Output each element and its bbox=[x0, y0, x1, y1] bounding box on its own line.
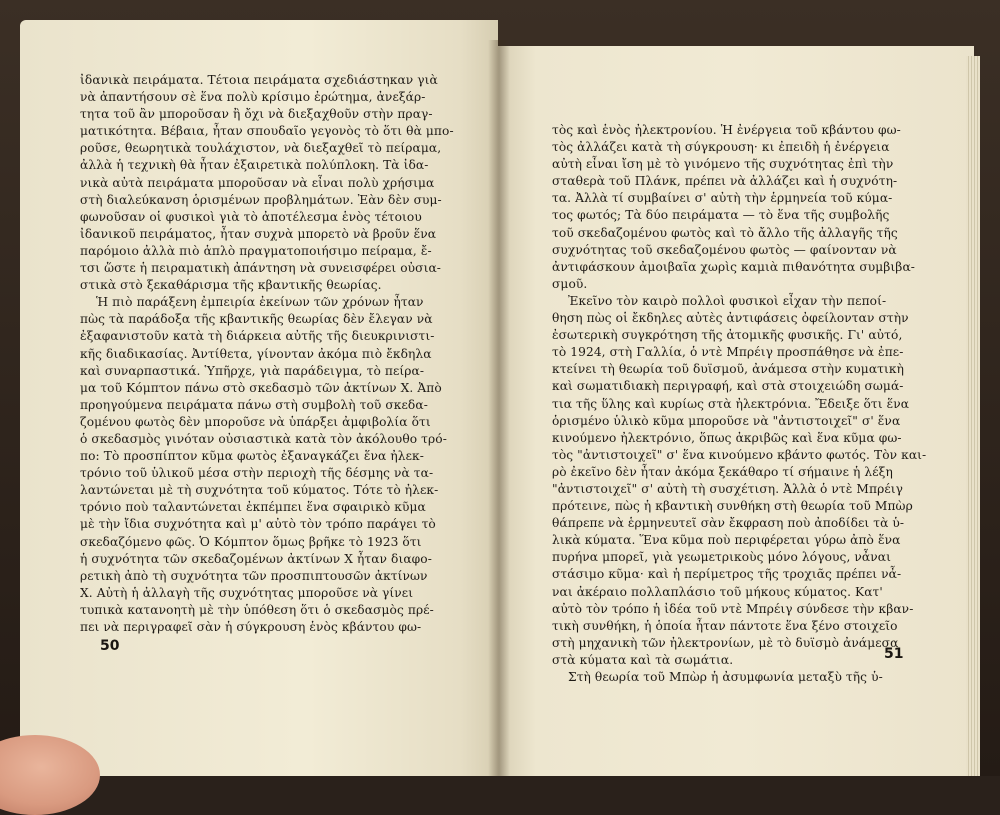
left-page-line: ἐξαφανιστοῦν κατὰ τὴ διάρκεια αὐτῆς τῆς διευκρινιστι- bbox=[80, 329, 435, 344]
left-page bbox=[20, 20, 498, 776]
left-page-line: λαντώνεται μὲ τὴ συχνότητα τοῦ κύματος. Τότε τὸ ἠλεκ- bbox=[80, 483, 439, 498]
right-page-line: τὸς καὶ ἑνὸς ἠλεκτρονίου. Ἡ ἐνέργεια τοῦ κβάντου φω- bbox=[552, 123, 901, 137]
right-page bbox=[498, 46, 974, 776]
left-page-text bbox=[80, 72, 480, 636]
right-page-line: στὰ κύματα καὶ τὰ σωμάτια. bbox=[552, 652, 734, 667]
page-edges bbox=[966, 56, 980, 776]
left-page-line: Ἡ πιὸ παράξενη ἐμπειρία ἐκείνων τῶν χρόνων ἦταν bbox=[96, 295, 424, 310]
right-page-line: "ἀντιστοιχεῖ" σ' αὐτὴ τὴ συσχέτιση. Ἀλλὰ ὁ ντὲ Μπρέιγ bbox=[552, 481, 904, 496]
right-page-line: Στὴ θεωρία τοῦ Μπὼρ ἡ ἀσυμφωνία μεταξὺ τῆς ὑ- bbox=[568, 670, 883, 684]
right-page-line: κινούμενο ἠλεκτρόνιο, ὅπως ἀκριβῶς καὶ ἕνα κῦμα φω- bbox=[552, 430, 902, 445]
right-page-line: τια τῆς ὕλης καὶ κυρίως στὰ ἠλεκτρόνια. Ἔδειξε ὅτι ἕνα bbox=[552, 396, 910, 411]
right-page-line: ἐσωτερικὴ συγκρότηση τῆς ἀτομικῆς φυσικῆς. Γι' αὐτό, bbox=[552, 328, 903, 343]
right-page-line: στάσιμο κῦμα· καὶ ἡ περίμετρος τῆς τροχιᾶς πρέπει νἆ- bbox=[552, 567, 902, 582]
left-page-line: ἰδανικοῦ πειράματος, ἦταν συχνὰ μπορετὸ νὰ βροῦν ἕνα bbox=[80, 226, 437, 241]
right-page-line: πυρήνα μπορεῖ, γιὰ γεωμετρικοὺς μόνο λόγους, νἆναι bbox=[552, 550, 891, 565]
right-page-line: τα. Ἀλλὰ τί συμβαίνει σ' αὐτὴ τὴν ἑρμηνεία τοῦ κύμα- bbox=[552, 191, 893, 206]
right-page-line: κτείνει τὴ θεωρία τοῦ δυϊσμοῦ, ἀνάμεσα στὴν κυματικὴ bbox=[552, 362, 904, 377]
right-page-line: θάπρεπε νὰ ἑρμηνευτεῖ σὰν ἔκφραση ποὺ ἀποδίδει τὰ ὑ- bbox=[552, 516, 905, 531]
left-page-line: φωνοῦσαν οἱ φυσικοὶ γιὰ τὸ ἀποτέλεσμα ἑνὸς τέτοιου bbox=[80, 209, 422, 224]
left-page-line: παρόμοιο ἀλλὰ πιὸ ἁπλὸ πραγματοποιήσιμο πείραμα, ἔ- bbox=[80, 243, 432, 258]
left-page-line: κῆς διαδικασίας. Ἀντίθετα, γίνονταν ἀκόμα πιὸ ἔκδηλα bbox=[80, 346, 432, 361]
left-page-line: τητα τοῦ ἂν μποροῦσαν ἢ ὄχι νὰ διεξαχθοῦν στὴν πραγ- bbox=[80, 107, 433, 122]
left-page-line: μὲ τὴν ἴδια συχνότητα καὶ μ' αὐτὸ τὸν τρόπο παράγει τὸ bbox=[80, 517, 436, 532]
left-page-line: τρόνιο τοῦ ὑλικοῦ μέσα στὴν περιοχὴ τῆς δέσμης νὰ τα- bbox=[80, 466, 434, 481]
left-page-line: ἀλλὰ ἡ τεχνικὴ θὰ ἦταν ἐξαιρετικὰ πολύπλοκη. Τὰ ἰδα- bbox=[80, 158, 429, 173]
left-page-line: νικὰ αὐτὰ πειράματα μποροῦσαν νὰ εἶναι πολὺ χρήσιμα bbox=[80, 175, 435, 190]
left-page-line: ὁ σκεδασμὸς γινόταν οὐσιαστικὰ κατὰ τὸν ἀκόλουθο τρό- bbox=[80, 431, 447, 446]
right-page-line: ρὸ ἐκεῖνο δὲν ἦταν ἀκόμα ξεκάθαρο τί σήμαινε ἡ λέξη bbox=[552, 464, 893, 479]
right-page-line: λικὰ κύματα. Ἕνα κῦμα ποὺ περιφέρεται γύρω ἀπὸ ἕνα bbox=[552, 533, 901, 548]
left-page-line: τρόνιο ποὺ ταλαντώνεται ἐκπέμπει ἕνα σφαιρικὸ κῦμα bbox=[80, 500, 426, 515]
left-page-line: καὶ συναρπαστικά. Ὑπῆρχε, γιὰ παράδειγμα, τὸ πείρα- bbox=[80, 363, 425, 378]
left-page-line: ἡ συχνότητα τῶν σκεδαζομένων ἀκτίνων Χ ἦταν διαφο- bbox=[80, 551, 432, 566]
right-page-line: ναι ἀκέραιο πολλαπλάσιο τοῦ μήκους κύματος. Κατ' bbox=[552, 584, 883, 599]
left-page-line: πει νὰ περιγραφεῖ σὰν ἡ σύγκρουση ἑνὸς κβάντου φω- bbox=[80, 620, 422, 634]
right-page-line: πρότεινε, πὼς ἡ κβαντικὴ συνθήκη στὴ θεωρία τοῦ Μπὼρ bbox=[552, 499, 913, 514]
left-page-number: 50 bbox=[100, 638, 120, 654]
left-page-line: μα τοῦ Κόμπτον πάνω στὸ σκεδασμὸ τῶν ἀκτίνων Χ. Ἀπὸ bbox=[80, 380, 442, 395]
left-page-line: τυπικὰ κατανοητὴ μὲ τὴν ὑπόθεση ὅτι ὁ σκεδασμὸς πρέ- bbox=[80, 602, 434, 617]
right-page-line: τὸς ἀλλάζει κατὰ τὴ σύγκρουση· κι ἐπειδὴ ἡ ἐνέργεια bbox=[552, 140, 890, 155]
right-page-line: τικὴ συνθήκη, ἡ ὁποία ἦταν πάντοτε ἕνα ξένο στοιχεῖο bbox=[552, 618, 898, 633]
left-page-line: τσι ὥστε ἡ πειραματικὴ ἀπάντηση νὰ συνεισφέρει οὐσια- bbox=[80, 261, 441, 276]
right-page-number: 51 bbox=[884, 646, 904, 662]
right-page-line: τοῦ σκεδαζομένου φωτὸς καὶ τὸ ἄλλο τῆς ἀλλαγῆς τῆς bbox=[552, 225, 898, 240]
right-page-line: τος φωτός; Τὰ δύο πειράματα — τὸ ἕνα τῆς συμβολῆς bbox=[552, 208, 890, 223]
right-page-line: σμοῦ. bbox=[552, 276, 588, 291]
left-page-line: στικὰ στὸ ξεκαθάρισμα τῆς κβαντικῆς θεωρίας. bbox=[80, 278, 382, 293]
book-gutter bbox=[488, 40, 510, 776]
right-page-line: ὁρισμένο ὑλικὸ κῦμα μποροῦσε νὰ "ἀντιστοιχεῖ" σ' ἕνα bbox=[552, 413, 901, 428]
right-page-line: συχνότητας τοῦ σκεδαζομένου φωτὸς — φαίνονταν νὰ bbox=[552, 242, 897, 257]
right-page-line: καὶ σωματιδιακὴ περιγραφή, καὶ στὰ στοιχειώδη σωμά- bbox=[552, 379, 904, 394]
right-page-line: ἀντιφάσκουν ἀμοιβαῖα χωρὶς καμιὰ πιθανότητα συμβιβα- bbox=[552, 259, 915, 274]
left-page-line: πο: Τὸ προσπίπτον κῦμα φωτὸς ἐξαναγκάζει ἕνα ἠλεκ- bbox=[80, 449, 424, 464]
left-page-line: στὴ διαλεύκανση ὁρισμένων προβλημάτων. Ἐὰν δὲν συμ- bbox=[80, 192, 442, 207]
left-page-line: σκεδαζόμενο φῶς. Ὁ Κόμπτον ὅμως βρῆκε τὸ 1923 ὅτι bbox=[80, 534, 422, 549]
right-page-line: σταθερὰ τοῦ Πλάνκ, πρέπει νὰ ἀλλάζει καὶ ἡ συχνότη- bbox=[552, 174, 898, 189]
left-page-line: πὼς τὰ παράδοξα τῆς κβαντικῆς θεωρίας δὲν ἔλεγαν νὰ bbox=[80, 312, 433, 327]
left-page-line: ζομένου φωτὸς δὲν μποροῦσε νὰ ὑπάρξει ἀμφιβολία ὅτι bbox=[80, 414, 431, 429]
right-page-line: θηση πὼς οἱ ἔκδηλες αὐτὲς ἀντιφάσεις ὀφείλονταν στὴν bbox=[552, 311, 909, 326]
left-page-line: ρετικὴ ἀπὸ τὴ συχνότητα τῶν προσπιπτουσῶν ἀκτίνων bbox=[80, 568, 428, 583]
right-page-line: Ἐκεῖνο τὸν καιρὸ πολλοὶ φυσικοὶ εἶχαν τὴν πεποί- bbox=[568, 293, 887, 308]
left-page-line: ροῦσε, θεωρητικὰ τουλάχιστον, νὰ διεξαχθεῖ τὸ πείραμα, bbox=[80, 141, 442, 156]
left-page-line: προηγούμενα πειράματα πάνω στὴ συμβολὴ τοῦ σκεδα- bbox=[80, 397, 428, 412]
right-page-line: τὸ 1924, στὴ Γαλλία, ὁ ντὲ Μπρέιγ προσπάθησε νὰ ἐπε- bbox=[552, 345, 904, 360]
left-page-line: νὰ ἀπαντήσουν σὲ ἕνα πολὺ κρίσιμο ἐρώτημα, ἀνεξάρ- bbox=[80, 90, 426, 105]
right-page-line: τὸς "ἀντιστοιχεῖ" σ' ἕνα κινούμενο κβάντο φωτός. Τὸν και- bbox=[552, 447, 927, 462]
left-page-line: ἰδανικὰ πειράματα. Τέτοια πειράματα σχεδιάστηκαν γιὰ bbox=[80, 73, 438, 87]
right-page-line: αὐτὸ τὸν τρόπο ἡ ἰδέα τοῦ ντὲ Μπρέιγ σύνδεσε τὴν κβαν- bbox=[552, 601, 914, 616]
right-page-text bbox=[552, 122, 944, 686]
right-page-line: αὐτὴ εἶναι ἴση μὲ τὸ γινόμενο τῆς συχνότητας ἐπὶ τὴν bbox=[552, 157, 894, 172]
left-page-line: Χ. Αὐτὴ ἡ ἀλλαγὴ τῆς συχνότητας μποροῦσε νὰ γίνει bbox=[80, 585, 414, 600]
right-page-line: στὴ μηχανικὴ τῶν ἠλεκτρονίων, μὲ τὸ δυϊσμὸ ἀνάμεσα bbox=[552, 635, 899, 650]
left-page-line: ματικότητα. Βέβαια, ἦταν σπουδαῖο γεγονὸς τὸ ὅτι θὰ μπο- bbox=[80, 124, 454, 139]
